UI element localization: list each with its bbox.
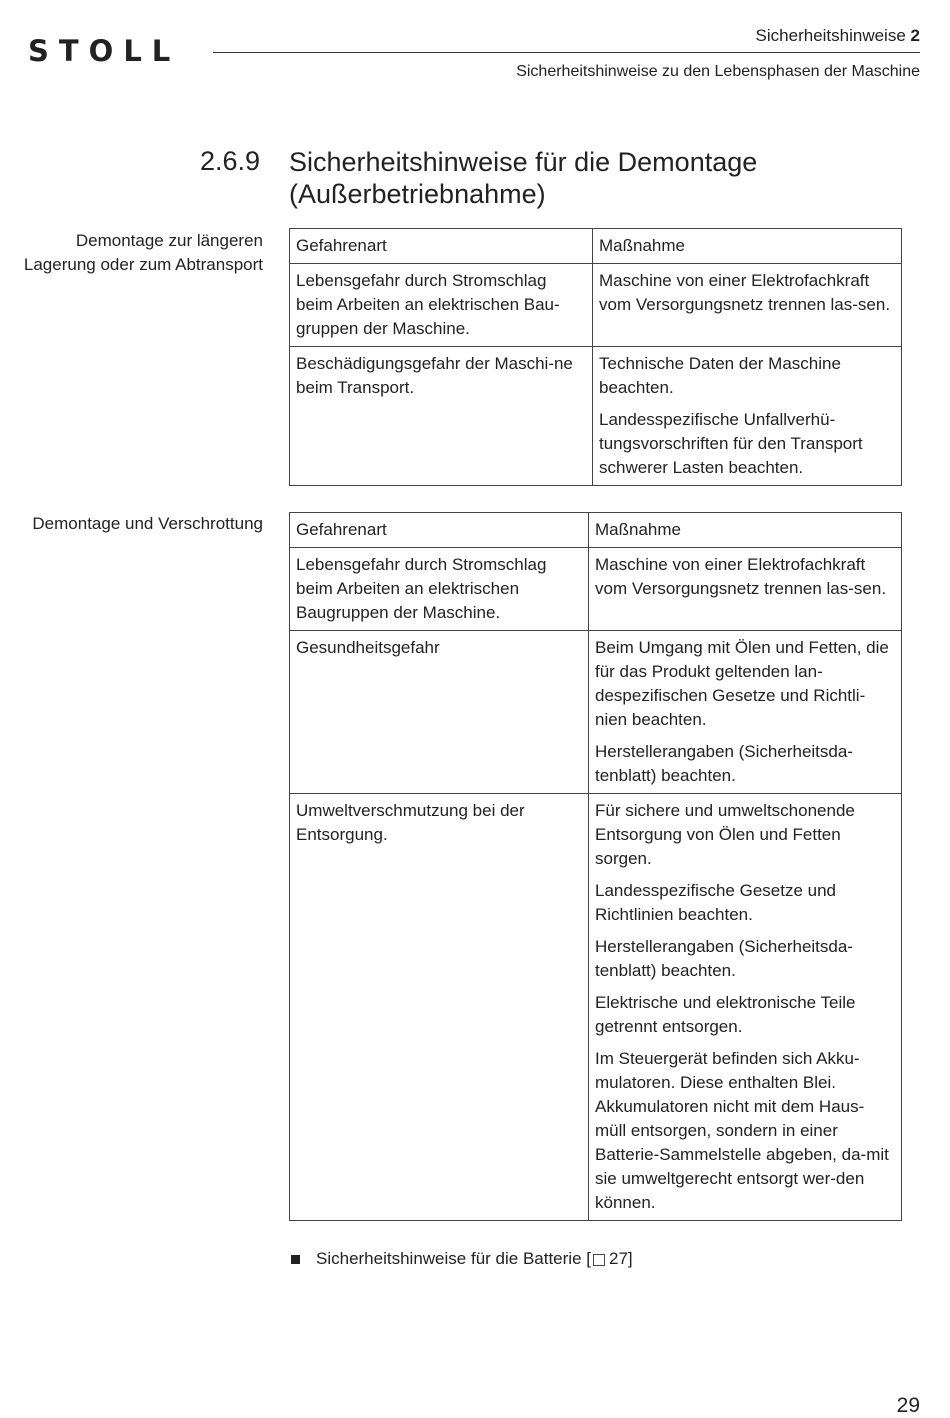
hazard-cell: Lebensgefahr durch Stromschlag beim Arbeiten an elektrischen Baugruppen der Maschine.	[290, 548, 589, 631]
section-header: Sicherheitshinweise zu den Lebensphasen der Maschine	[516, 63, 920, 80]
table-row	[290, 631, 902, 794]
table-header-row	[290, 229, 902, 264]
table-header-row	[290, 513, 902, 548]
chapter-header	[756, 26, 920, 46]
reference-text: Sicherheitshinweise für die Batterie	[316, 1249, 582, 1268]
header-cell-measure: Maßnahme	[589, 513, 902, 548]
heading-number: 2.6.9	[200, 146, 261, 176]
reference-page: 27	[608, 1249, 628, 1268]
header-rule	[213, 52, 920, 53]
measure-cell: Technische Daten der Maschine beachten. Landesspezifische Unfallverhü-tungsvorschriften für den Transport schwerer Lasten beachten.	[593, 347, 902, 486]
stoll-logo: STOLL	[28, 34, 181, 68]
page-reference-icon	[593, 1254, 605, 1266]
measure-cell: Maschine von einer Elektrofachkraft vom Versorgungsnetz trennen las-sen.	[593, 264, 902, 347]
hazard-cell: Gesundheitsgefahr	[290, 631, 589, 794]
table-row	[290, 548, 902, 631]
hazard-cell: Beschädigungsgefahr der Maschi-ne beim Transport.	[290, 347, 593, 486]
heading-title: Sicherheitshinweise für die Demontage (Außerbetriebnahme)	[289, 147, 758, 209]
measure-cell: Für sichere und umweltschonende Entsorgung von Ölen und Fetten sorgen. Landesspezifische Gesetze und Richtlinien beachten. Herstellerangaben (Sicherheitsda-tenblatt) beachten. Elektrische und elektronische Teile getrennt entsorgen. Im Steuergerät befinden sich Akku-mulatoren. Diese enthalten Blei. Akkumulatoren nicht mit dem Haus-müll entsorgen, sondern in einer Batterie-Sammelstelle abgeben, da-mit sie umweltgerecht entsorgt wer-den können.	[589, 794, 902, 1221]
side-label-storage: Demontage zur längeren Lagerung oder zum Abtransport	[23, 231, 263, 274]
table-row	[290, 347, 902, 486]
hazard-table-storage	[289, 228, 902, 486]
measure-cell: Maschine von einer Elektrofachkraft vom Versorgungsnetz trennen las-sen.	[589, 548, 902, 631]
table-row	[290, 794, 902, 1221]
header-cell-hazard: Gefahrenart	[290, 229, 593, 264]
header-cell-hazard: Gefahrenart	[290, 513, 589, 548]
hazard-cell: Lebensgefahr durch Stromschlag beim Arbeiten an elektrischen Bau-gruppen der Maschine.	[290, 264, 593, 347]
hazard-cell: Umweltverschmutzung bei der Entsorgung.	[290, 794, 589, 1221]
header-cell-measure: Maßnahme	[593, 229, 902, 264]
side-label-scrapping: Demontage und Verschrottung	[32, 514, 263, 533]
hazard-table-scrapping	[289, 512, 902, 1221]
table-row	[290, 264, 902, 347]
bullet-square-icon	[291, 1255, 300, 1264]
page-number: 29	[896, 1394, 920, 1417]
reference-link[interactable]: Sicherheitshinweise für die Batterie [ 27 ]	[291, 1249, 633, 1269]
chapter-number: 2	[910, 26, 920, 45]
measure-cell: Beim Umgang mit Ölen und Fetten, die für das Produkt geltenden lan-despezifischen Gesetze und Richtli-nien beachten. Herstellerangaben (Sicherheitsda-tenblatt) beachten.	[589, 631, 902, 794]
chapter-title: Sicherheitshinweise	[755, 26, 906, 45]
